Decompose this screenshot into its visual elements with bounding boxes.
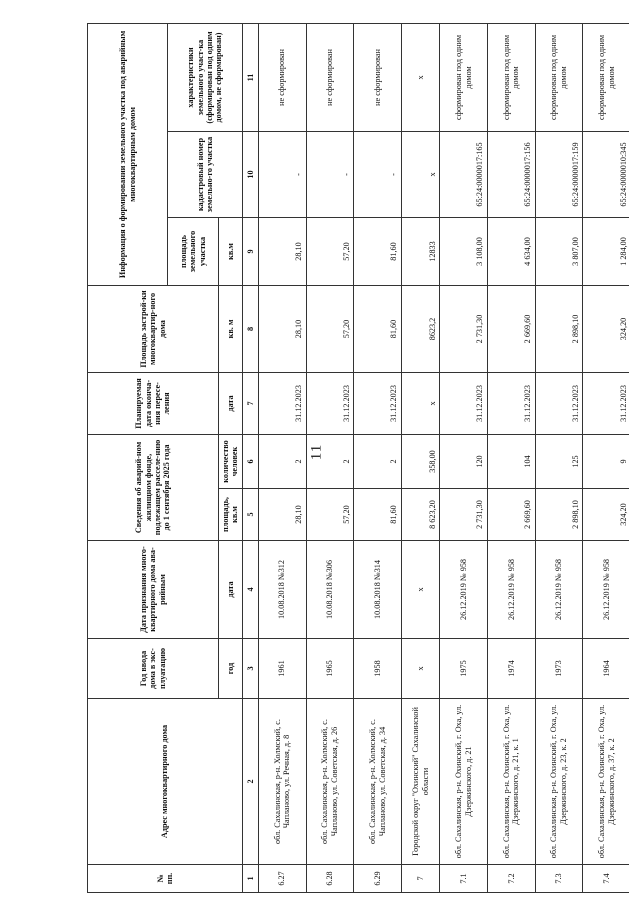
subheader-people: количество человек <box>219 434 243 488</box>
header-no: № пп. <box>88 865 243 893</box>
address-cell: обл. Сахалинская, р-н. Охинский, г. Оха, ул. Дзержинского, д. 21, к. 1 <box>487 699 535 865</box>
people-count-cell: 2 <box>258 434 306 488</box>
row-number: 7.2 <box>487 865 535 893</box>
subheader-area: площадь, кв.м <box>219 489 243 541</box>
column-number-row <box>242 23 258 892</box>
column-number: 1 <box>242 865 258 893</box>
commission-year-cell: 1974 <box>487 639 535 699</box>
row-number: 7.1 <box>440 865 488 893</box>
column-number: 7 <box>242 372 258 434</box>
column-number: 5 <box>242 489 258 541</box>
emergency-area-cell: 57,20 <box>306 489 354 541</box>
people-count-cell: 120 <box>440 434 488 488</box>
emergency-area-cell: 28,10 <box>258 489 306 541</box>
people-count-cell: 104 <box>487 434 535 488</box>
column-number: 6 <box>242 434 258 488</box>
column-number: 10 <box>242 131 258 217</box>
commission-year-cell: 1958 <box>354 639 402 699</box>
cadastral-number-cell: - <box>258 131 306 217</box>
header-built-area: Площадь застрой-ки многоквартир-ного дома <box>88 285 219 372</box>
address-cell: обл. Сахалинская, р-н. Охинский, г. Оха, ул. Дзержинского, д. 37, к. 2 <box>583 699 629 865</box>
recognition-date-cell: 26.12.2019 № 958 <box>535 541 583 639</box>
subheader-built-unit: кв. м <box>219 285 243 372</box>
subheader-date: дата <box>219 541 243 639</box>
row-number: 6.29 <box>354 865 402 893</box>
land-characteristics-cell: сформирован под одним домом <box>487 23 535 131</box>
address-cell: обл. Сахалинская, р-н. Холмский, с. Чапланово, ул. Советская, д. 26 <box>306 699 354 865</box>
commission-year-cell: 1961 <box>258 639 306 699</box>
emergency-area-cell: 2 669,60 <box>487 489 535 541</box>
table-row <box>306 23 354 892</box>
subheader-land-unit: кв.м <box>219 217 243 285</box>
column-number: 9 <box>242 217 258 285</box>
land-area-cell: 57,20 <box>306 217 354 285</box>
recognition-date-cell: 10.08.2018 №306 <box>306 541 354 639</box>
built-area-cell: 8623,2 <box>401 285 439 372</box>
column-number: 3 <box>242 639 258 699</box>
commission-year-cell: 1973 <box>535 639 583 699</box>
row-number: 7 <box>401 865 439 893</box>
land-characteristics-cell: сформирован под одним домом <box>440 23 488 131</box>
relocation-date-cell: 31.12.2023 <box>440 372 488 434</box>
land-characteristics-cell: не сформирован <box>354 23 402 131</box>
built-area-cell: 81,60 <box>354 285 402 372</box>
address-cell: обл. Сахалинская, р-н. Холмский, с. Чапланово, ул. Советская, д. 34 <box>354 699 402 865</box>
land-characteristics-cell: сформирован под одним домом <box>535 23 583 131</box>
people-count-cell: 2 <box>306 434 354 488</box>
table-row <box>487 23 535 892</box>
header-commission-year: Год ввода дома в экс-плуатацию <box>88 639 219 699</box>
relocation-date-cell: 31.12.2023 <box>487 372 535 434</box>
land-area-cell: 3 807,00 <box>535 217 583 285</box>
table-row <box>440 23 488 892</box>
cadastral-number-cell: - <box>354 131 402 217</box>
people-count-cell: 125 <box>535 434 583 488</box>
land-area-cell: 12833 <box>401 217 439 285</box>
commission-year-cell: 1965 <box>306 639 354 699</box>
header-emergency-fund-info: Сведения об аварий-ном жилищном фонде, подлежащем расселе-нию до 1 сентября 2025 года <box>88 434 219 540</box>
header-address: Адрес многоквартирного дома <box>88 699 243 865</box>
built-area-cell: 324,20 <box>583 285 629 372</box>
address-cell: обл. Сахалинская, р-н. Холмский, с. Чапланово, ул. Речная, д. 8 <box>258 699 306 865</box>
emergency-area-cell: 2 731,30 <box>440 489 488 541</box>
built-area-cell: 2 669,60 <box>487 285 535 372</box>
row-number: 7.3 <box>535 865 583 893</box>
subheader-year: год <box>219 639 243 699</box>
relocation-date-cell: 31.12.2023 <box>354 372 402 434</box>
relocation-date-cell: x <box>401 372 439 434</box>
people-count-cell: 358,00 <box>401 434 439 488</box>
commission-year-cell: 1975 <box>440 639 488 699</box>
row-number: 6.28 <box>306 865 354 893</box>
emergency-area-cell: 81,60 <box>354 489 402 541</box>
column-number: 4 <box>242 541 258 639</box>
header-cadastral-number: кадастровый номер земельно-го участка <box>168 131 243 217</box>
table-row <box>535 23 583 892</box>
address-cell: обл. Сахалинская, р-н. Охинский, г. Оха, ул. Дзержинского, д. 23, к. 2 <box>535 699 583 865</box>
emergency-area-cell: 8 623,20 <box>401 489 439 541</box>
emergency-area-cell: 2 898,10 <box>535 489 583 541</box>
built-area-cell: 2 731,30 <box>440 285 488 372</box>
land-area-cell: 4 634,00 <box>487 217 535 285</box>
table-row <box>258 23 306 892</box>
built-area-cell: 2 898,10 <box>535 285 583 372</box>
people-count-cell: 2 <box>354 434 402 488</box>
commission-year-cell: x <box>401 639 439 699</box>
land-area-cell: 28,10 <box>258 217 306 285</box>
column-number: 11 <box>242 23 258 131</box>
people-count-cell: 9 <box>583 434 629 488</box>
header-relocation-date: Планируемая дата оконча-ния пересе-ления <box>88 372 219 434</box>
cadastral-number-cell: 65:24:0000017:165 <box>440 131 488 217</box>
cadastral-number-cell: 65:24:0000017:159 <box>535 131 583 217</box>
emergency-area-cell: 324,20 <box>583 489 629 541</box>
relocation-date-cell: 31.12.2023 <box>535 372 583 434</box>
land-area-cell: 81,60 <box>354 217 402 285</box>
recognition-date-cell: 26.12.2019 № 958 <box>440 541 488 639</box>
land-area-cell: 3 108,00 <box>440 217 488 285</box>
cadastral-number-cell: x <box>401 131 439 217</box>
header-recognition-date: Дата признания много-квартирного дома ава-рийным <box>88 541 219 639</box>
table-row-total <box>401 23 439 892</box>
land-area-cell: 1 284,00 <box>583 217 629 285</box>
relocation-date-cell: 31.12.2023 <box>258 372 306 434</box>
row-number: 6.27 <box>258 865 306 893</box>
table-row <box>583 23 629 892</box>
relocation-date-cell: 31.12.2023 <box>583 372 629 434</box>
header-land-area: площадь земельного участка <box>168 217 219 285</box>
recognition-date-cell: 26.12.2019 № 958 <box>583 541 629 639</box>
cadastral-number-cell: - <box>306 131 354 217</box>
cadastral-number-cell: 65:24:0000017:156 <box>487 131 535 217</box>
relocation-date-cell: 31.12.2023 <box>306 372 354 434</box>
header-land-plot-info: Информация о формировании земельного участка под аварийным многоквартирным домом <box>88 23 168 285</box>
recognition-date-cell: x <box>401 541 439 639</box>
land-characteristics-cell: не сформирован <box>306 23 354 131</box>
cadastral-number-cell: 65:24:0000010:345 <box>583 131 629 217</box>
address-cell: обл. Сахалинская, р-н. Охинский, г. Оха, ул. Дзержинского, д. 21 <box>440 699 488 865</box>
recognition-date-cell: 26.12.2019 № 958 <box>487 541 535 639</box>
rotated-page-content <box>87 24 629 893</box>
row-number: 7.4 <box>583 865 629 893</box>
built-area-cell: 57,20 <box>306 285 354 372</box>
built-area-cell: 28,10 <box>258 285 306 372</box>
address-cell: Городской округ "Охинский" Сахалинской области <box>401 699 439 865</box>
land-characteristics-cell: не сформирован <box>258 23 306 131</box>
header-land-characteristics: характеристики земельного участ-ка (сформирован под одним домом, не сформирован) <box>168 23 243 131</box>
recognition-date-cell: 10.08.2018 №312 <box>258 541 306 639</box>
column-number: 2 <box>242 699 258 865</box>
table-row <box>354 23 402 892</box>
subheader-plan-date: дата <box>219 372 243 434</box>
land-characteristics-cell: x <box>401 23 439 131</box>
housing-register-table <box>87 23 629 893</box>
land-characteristics-cell: сформирован под одним домом <box>583 23 629 131</box>
page-number: 11 <box>308 443 325 461</box>
commission-year-cell: 1964 <box>583 639 629 699</box>
recognition-date-cell: 10.08.2018 №314 <box>354 541 402 639</box>
column-number: 8 <box>242 285 258 372</box>
table-body <box>258 23 629 892</box>
